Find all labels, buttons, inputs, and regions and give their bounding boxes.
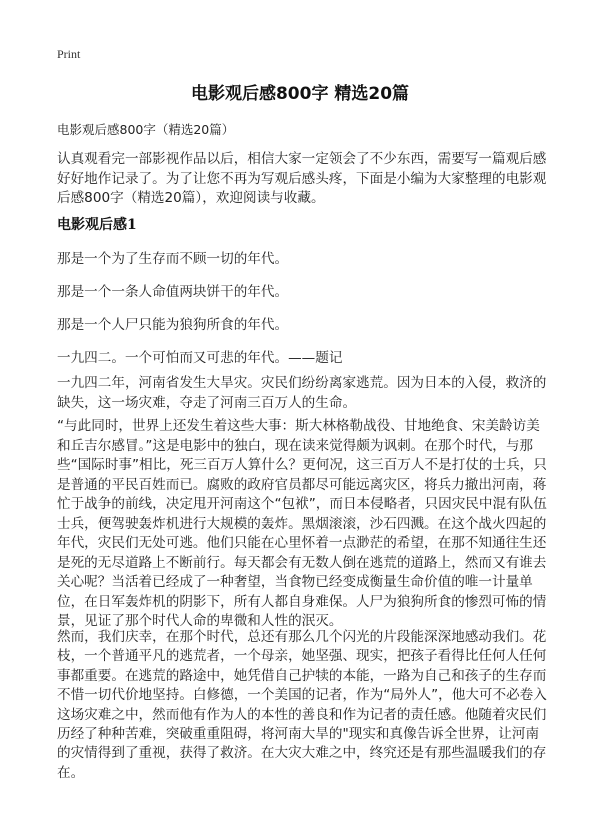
body-paragraph: 然而，我们庆幸，在那个时代，总还有那么几个闪光的片段能深深地感动我们。花枝，一个普通平凡的逃荒者，一个母亲，她坚强、现实，把孩子看得比任何人任何事都重要。在逃荒的路途中，她凭借自己护犊的本能，一路为自己和孩子的生存而不惜一切代价地坚持。白修德，一个美国的记者，作为“局外人”，他大可不必卷入这场灾难之中，然而他有作为人的本性的善良和作为记者的责任感。他随着灾民们历经了种种苦难，突破重重阻碍，将河南大旱的"现实和真像告诉全世界，让河南的灾情得到了重视，获得了救济。在大灾大难之中，终究还是有那些温暖我们的存在。 <box>57 629 547 781</box>
page-title: 电影观后感800字 精选20篇 <box>190 84 410 104</box>
document-subtitle: 电影观后感800字（精选20篇） <box>57 122 235 137</box>
line-item: 那是一个人尸只能为狼狗所食的年代。 <box>57 317 289 333</box>
intro-paragraph: 认真观看完一部影视作品以后，相信大家一定领会了不少东西，需要写一篇观后感好好地作记录了。为了让您不再为写观后感头疼，下面是小编为大家整理的电影观后感800字（精选20篇），欢迎阅读与收藏。 <box>57 151 547 206</box>
section-heading: 电影观后感1 <box>57 217 137 233</box>
epigraph-line: 一九四二。一个可怕而又可悲的年代。——题记 <box>57 350 343 366</box>
print-link[interactable]: Print <box>57 47 81 61</box>
line-item: 那是一个一条人命值两块饼干的年代。 <box>57 284 289 300</box>
line-item: 那是一个为了生存而不顾一切的年代。 <box>57 251 289 267</box>
body-paragraph: “与此同时，世界上还发生着这些大事：斯大林格勒战役、甘地绝食、宋美龄访美和丘吉尔感冒。”这是电影中的独白，现在读来觉得颇为讽刺。在那个时代，与那些“国际时事”相比，死三百万人算什么？更何况，这三百万人不是打仗的士兵，只是普通的平民百姓而已。腐败的政府官员都尽可能远离灾区，将兵力撤出河南，蒋忙于战争的前线，决定甩开河南这个“包袱”，而日本侵略者，只因灾民中混有队伍士兵，便驾驶轰炸机进行大规模的轰炸。黑烟滚滚，沙石四溅。在这个战火四起的年代，灾民们无处可逃。他们只能在心里怀着一点渺茫的希望，在那不知通往生还是死的无尽道路上不断前行。每天都会有无数人倒在逃荒的道路上，然而又有谁去关心呢？当活着已经成了一种奢望，当食物已经变成衡量生命价值的唯一计量单位，在日军轰炸机的阴影下，所有人都自身难保。人尸为狼狗所食的惨烈可怖的情景，见证了那个时代人命的卑微和人性的泯灭。 <box>57 418 547 629</box>
body-paragraph: 一九四二年，河南省发生大旱灾。灾民们纷纷离家逃荒。因为日本的入侵，救济的缺失，这一场灾难，夺走了河南三百万人的生命。 <box>57 375 547 411</box>
